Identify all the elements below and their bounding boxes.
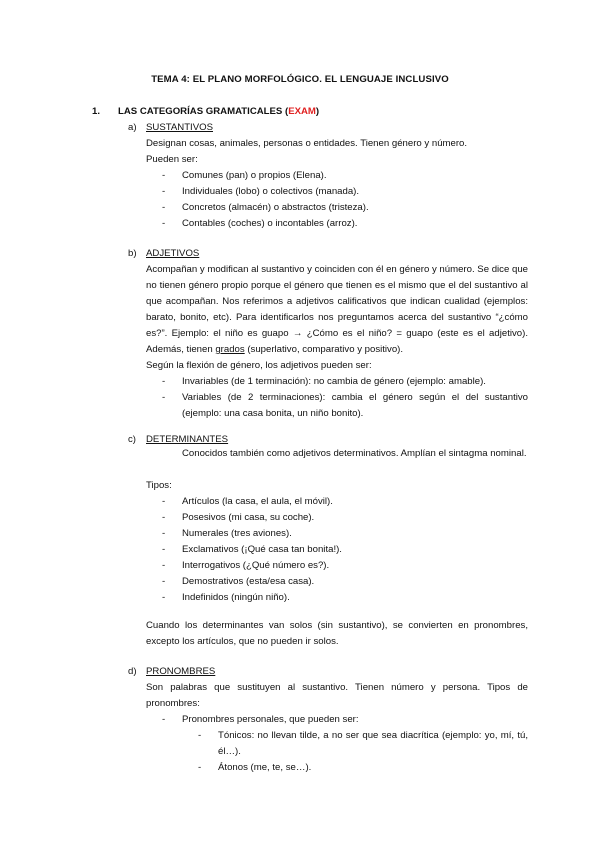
- adjetivos-text: Acompañan y modifican al sustantivo y coinciden con él en género y número. Se dice que no tienen género propio porque el género que tienen es el mismo que el del sustantivo al que acompañan. Nos referimos a adjetivos calificativos que indican cualidad (ejemplos: barato, bonito, etc). Para identificarlos nos preguntamos acerca del sustantivo “¿cómo es?”. Ejemplo: el niño es guapo → ¿Cómo es el niño? = guapo (este es el adjetivo). Además, tienen: [146, 264, 528, 355]
- sustantivos-list: [146, 168, 528, 232]
- document-title: TEMA 4: EL PLANO MORFOLÓGICO. EL LENGUAJE INCLUSIVO: [151, 74, 449, 85]
- pronombres-intro: Son palabras que sustituyen al sustantivo. Tienen número y persona. Tipos de pronombres:: [146, 682, 528, 709]
- determinantes-note: Cuando los determinantes van solos (sin sustantivo), se convierten en pronombres, excepto los artículos, que no pueden ir solos.: [146, 620, 528, 647]
- list-item: - Contables (coches) o incontables (arroz).: [146, 216, 528, 232]
- section-title-close: ): [315, 106, 320, 117]
- subsection-heading-sustantivos: SUSTANTIVOS: [146, 122, 213, 133]
- grados-term: grados: [215, 344, 245, 355]
- exam-tag: EXAM: [288, 106, 316, 117]
- list-item: - Artículos (la casa, el aula, el móvil).: [146, 494, 528, 510]
- subsection-letter-d: d): [128, 666, 137, 677]
- list-item: - Pronombres personales, que pueden ser:: [146, 712, 528, 728]
- list-item: - Invariables (de 1 terminación): no cambia de género (ejemplo: amable).: [146, 374, 528, 390]
- adjetivos-paragraph: [146, 262, 528, 358]
- list-item: - Tónicos: no llevan tilde, a no ser que sea diacrítica (ejemplo: yo, mí, tú, él…).: [182, 728, 528, 760]
- list-item: - Posesivos (mi casa, su coche).: [146, 510, 528, 526]
- subsection-heading-determinantes: DETERMINANTES: [146, 434, 229, 445]
- determinantes-intro: Conocidos también como adjetivos determinativos. Amplían el sintagma nominal.: [182, 448, 527, 459]
- sustantivos-lead: Pueden ser:: [146, 154, 198, 165]
- adjetivos-text-end: (superlativo, comparativo y positivo).: [244, 344, 404, 355]
- adjetivos-lead: Según la flexión de género, los adjetivos pueden ser:: [146, 360, 372, 371]
- list-item: - Comunes (pan) o propios (Elena).: [146, 168, 528, 184]
- pronombres-sublist: [182, 728, 528, 776]
- determinantes-list: [146, 494, 528, 606]
- section-number: 1.: [92, 106, 101, 117]
- list-item: - Interrogativos (¿Qué número es?).: [146, 558, 528, 574]
- list-item: - Átonos (me, te, se…).: [182, 760, 528, 776]
- subsection-letter-c: c): [128, 434, 136, 445]
- subsection-heading-adjetivos: ADJETIVOS: [146, 248, 200, 259]
- list-item: - Variables (de 2 terminaciones): cambia el género según el del sustantivo (ejemplo: una casa bonita, un niño bonito).: [146, 390, 528, 422]
- subsection-letter-b: b): [128, 248, 137, 259]
- adjetivos-list: [146, 374, 528, 422]
- pronombres-list: [146, 712, 528, 728]
- section-heading: [92, 104, 319, 120]
- section-title: LAS CATEGORÍAS GRAMATICALES (: [118, 106, 289, 117]
- list-item: - Demostrativos (esta/esa casa).: [146, 574, 528, 590]
- determinantes-lead: Tipos:: [146, 480, 172, 491]
- list-item: - Concretos (almacén) o abstractos (tristeza).: [146, 200, 528, 216]
- sustantivos-intro: Designan cosas, animales, personas o entidades. Tienen género y número.: [146, 138, 468, 149]
- list-item: - Individuales (lobo) o colectivos (manada).: [146, 184, 528, 200]
- list-item: - Exclamativos (¡Qué casa tan bonita!).: [146, 542, 528, 558]
- list-item: - Numerales (tres aviones).: [146, 526, 528, 542]
- list-item: - Indefinidos (ningún niño).: [146, 590, 528, 606]
- subsection-letter-a: a): [128, 122, 137, 133]
- subsection-heading-pronombres: PRONOMBRES: [146, 666, 216, 677]
